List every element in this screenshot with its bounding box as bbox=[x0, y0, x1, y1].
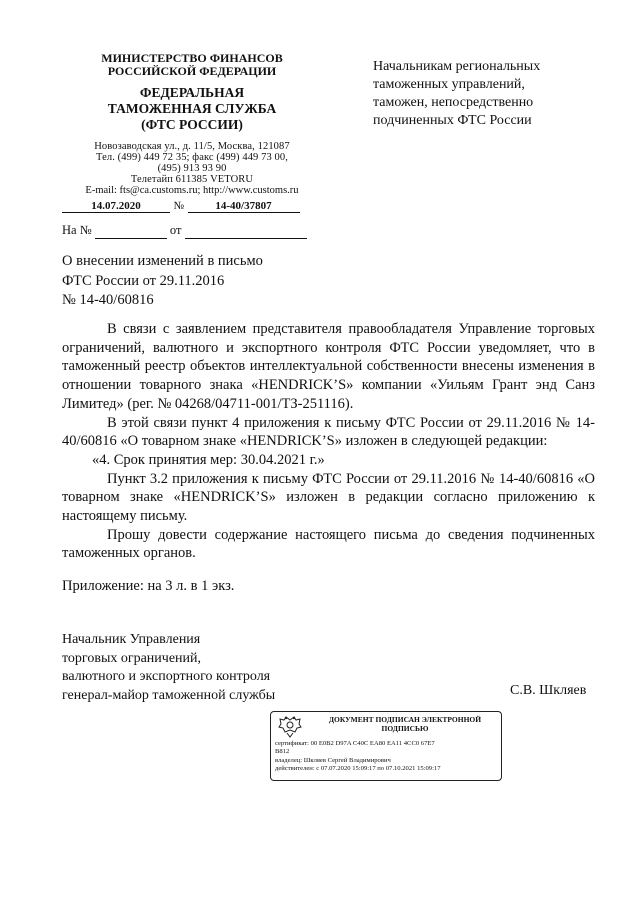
reply-label: На № bbox=[62, 223, 92, 237]
double-headed-eagle-emblem-icon bbox=[277, 715, 303, 739]
signer-title-line1: Начальник Управления bbox=[62, 632, 201, 647]
stamp-owner: владелец: Шкляев Сергей Владимирович bbox=[275, 756, 391, 764]
contact-address bbox=[62, 141, 322, 185]
from-label: от bbox=[169, 223, 182, 237]
registration-number: 14-40/37807 bbox=[188, 200, 300, 213]
reply-date-field bbox=[185, 223, 307, 239]
address-line1: Новозаводская ул., д. 11/5, Москва, 121087 bbox=[94, 141, 290, 152]
service-line2: ТАМОЖЕННАЯ СЛУЖБА bbox=[107, 101, 277, 116]
stamp-certificate-cont: B812 bbox=[275, 748, 290, 756]
body-paragraph-2: В этой связи пункт 4 приложения к письму ФТС России от 29.11.2016 № 14-40/60816 «О товарном знаке «HENDRICK’S» изложен в следующей редакции: bbox=[62, 414, 595, 450]
address-line3: (495) 913 93 90 bbox=[157, 163, 227, 174]
letter-body bbox=[62, 320, 595, 563]
reply-number-field bbox=[95, 223, 167, 239]
service-name bbox=[62, 85, 322, 133]
registration-date: 14.07.2020 bbox=[62, 200, 170, 213]
contact-email: E-mail: fts@ca.customs.ru; http://www.customs.ru bbox=[85, 185, 299, 196]
ministry-line1: МИНИСТЕРСТВО ФИНАНСОВ bbox=[101, 51, 283, 65]
stamp-details bbox=[275, 740, 497, 774]
stamp-certificate: сертификат: 00 E0B2 D97A C40C EA80 EA11 4CC0 67E7 bbox=[275, 740, 435, 747]
registration-row bbox=[62, 200, 307, 213]
subject-line3: № 14-40/60816 bbox=[62, 292, 154, 308]
address-line2: Тел. (499) 449 72 35; факс (499) 449 73 00, bbox=[96, 152, 288, 163]
signer-title-line2: торговых ограничений, bbox=[62, 650, 202, 666]
addressee-line3: таможен, непосредственно bbox=[373, 95, 534, 110]
signer-name: С.В. Шкляев bbox=[510, 683, 587, 698]
stamp-title bbox=[311, 715, 499, 733]
ministry-name bbox=[62, 52, 322, 78]
service-line1: ФЕДЕРАЛЬНАЯ bbox=[139, 85, 245, 100]
body-paragraph-4: Пункт 3.2 приложения к письму ФТС России от 29.11.2016 № 14-40/60816 «О товарном знаке «HENDRICK’S» изложен в редакции согласно приложению к настоящему письму. bbox=[62, 470, 595, 525]
letter-subject bbox=[62, 252, 263, 311]
service-line3: (ФТС РОССИИ) bbox=[141, 117, 243, 132]
stamp-title-line2: ПОДПИСЬЮ bbox=[381, 724, 429, 733]
address-line4: Телетайп 611385 VETORU bbox=[130, 174, 254, 185]
body-paragraph-1: В связи с заявлением представителя правообладателя Управление торговых ограничений, валютного и экспортного контроля ФТС России уведомляет, что в таможенный реестр объектов интеллектуальной собственности внесены изменения в отношении товарного знака «HENDRICK’S» компании «Уильям Грант энд Санз Лимитед» (рег. № 04268/04711-001/ТЗ-251116). bbox=[62, 321, 595, 412]
signer-title-line3: валютного и экспортного контроля bbox=[62, 669, 271, 684]
signer-block bbox=[62, 631, 275, 705]
stamp-title-line1: ДОКУМЕНТ ПОДПИСАН ЭЛЕКТРОННОЙ bbox=[328, 715, 482, 724]
attachment-note: Приложение: на 3 л. в 1 экз. bbox=[62, 578, 235, 594]
stamp-validity: действителен: с 07.07.2020 15:09:17 по 07.10.2021 15:09:17 bbox=[275, 765, 441, 773]
addressee-line1: Начальникам региональных bbox=[373, 59, 541, 74]
number-sign: № bbox=[173, 200, 184, 212]
addressee bbox=[373, 58, 603, 130]
addressee-line4: подчиненных ФТС России bbox=[373, 113, 532, 128]
addressee-line2: таможенных управлений, bbox=[373, 77, 525, 92]
electronic-signature-stamp bbox=[270, 711, 502, 781]
subject-line2: ФТС России от 29.11.2016 bbox=[62, 272, 225, 289]
subject-line1: О внесении изменений в письмо bbox=[62, 253, 263, 269]
letterhead bbox=[62, 52, 322, 197]
body-paragraph-3: «4. Срок принятия мер: 30.04.2021 г.» bbox=[92, 451, 325, 468]
reply-row bbox=[62, 223, 307, 239]
ministry-line2: РОССИЙСКОЙ ФЕДЕРАЦИИ bbox=[107, 64, 277, 78]
body-paragraph-5: Прошу довести содержание настоящего письма до сведения подчиненных таможенных органов. bbox=[62, 526, 595, 562]
signer-title-line4: генерал-майор таможенной службы bbox=[62, 687, 276, 703]
